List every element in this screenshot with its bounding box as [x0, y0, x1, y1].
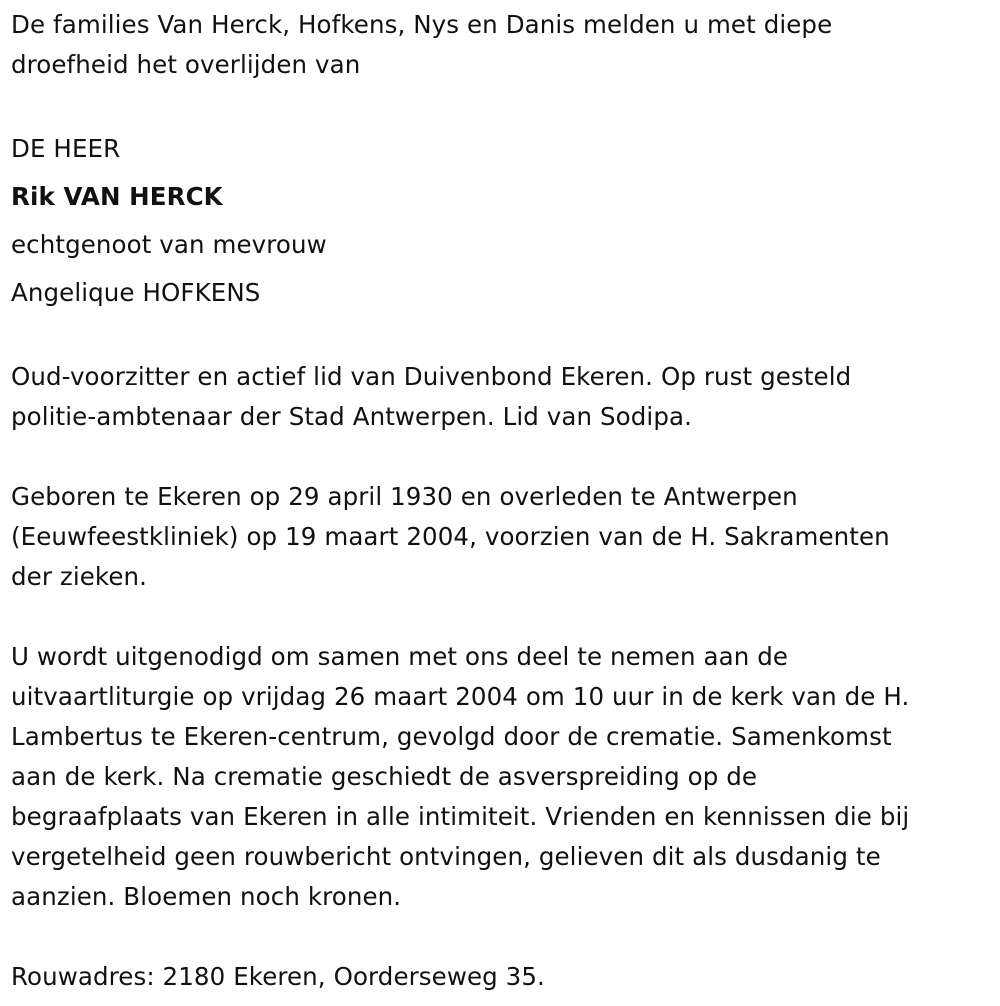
funeral-paragraph: [11, 637, 996, 917]
bio-line: politie-ambtenaar der Stad Antwerpen. Lid van Sodipa.: [11, 402, 692, 431]
spouse-name: Angelique HOFKENS: [11, 278, 261, 307]
spacer: [11, 85, 996, 125]
funeral-line: Lambertus te Ekeren-centrum, gevolgd door de crematie. Samenkomst: [11, 722, 892, 751]
honorific-title: DE HEER: [11, 134, 121, 163]
bio-paragraph: [11, 357, 996, 437]
funeral-line: aan de kerk. Na crematie geschiedt de asverspreiding op de: [11, 762, 758, 791]
relation-text: echtgenoot van mevrouw: [11, 230, 327, 259]
deceased-name: Rik VAN HERCK: [11, 182, 223, 211]
birth-death-paragraph: [11, 477, 996, 597]
funeral-line: aanzien. Bloemen noch kronen.: [11, 882, 402, 911]
deceased-block: [11, 125, 996, 317]
birth-death-line: Geboren te Ekeren op 29 april 1930 en overleden te Antwerpen: [11, 482, 798, 511]
intro-paragraph: [11, 5, 996, 85]
birth-death-line: der zieken.: [11, 562, 148, 591]
spacer: [11, 437, 996, 477]
bio-line: Oud-voorzitter en actief lid van Duivenbond Ekeren. Op rust gesteld: [11, 362, 852, 391]
address-line: Rouwadres: 2180 Ekeren, Oorderseweg 35.: [11, 962, 545, 991]
intro-line: De families Van Herck, Hofkens, Nys en Danis melden u met diepe: [11, 10, 833, 39]
birth-death-line: (Eeuwfeestkliniek) op 19 maart 2004, voorzien van de H. Sakramenten: [11, 522, 890, 551]
spacer: [11, 597, 996, 637]
funeral-line: begraafplaats van Ekeren in alle intimiteit. Vrienden en kennissen die bij: [11, 802, 910, 831]
funeral-line: U wordt uitgenodigd om samen met ons deel te nemen aan de: [11, 642, 789, 671]
obituary-notice: [11, 5, 996, 997]
spacer: [11, 317, 996, 357]
funeral-line: uitvaartliturgie op vrijdag 26 maart 2004 om 10 uur in de kerk van de H.: [11, 682, 910, 711]
funeral-line: vergetelheid geen rouwbericht ontvingen, gelieven dit als dusdanig te: [11, 842, 881, 871]
intro-line: droefheid het overlijden van: [11, 50, 361, 79]
spacer: [11, 917, 996, 957]
